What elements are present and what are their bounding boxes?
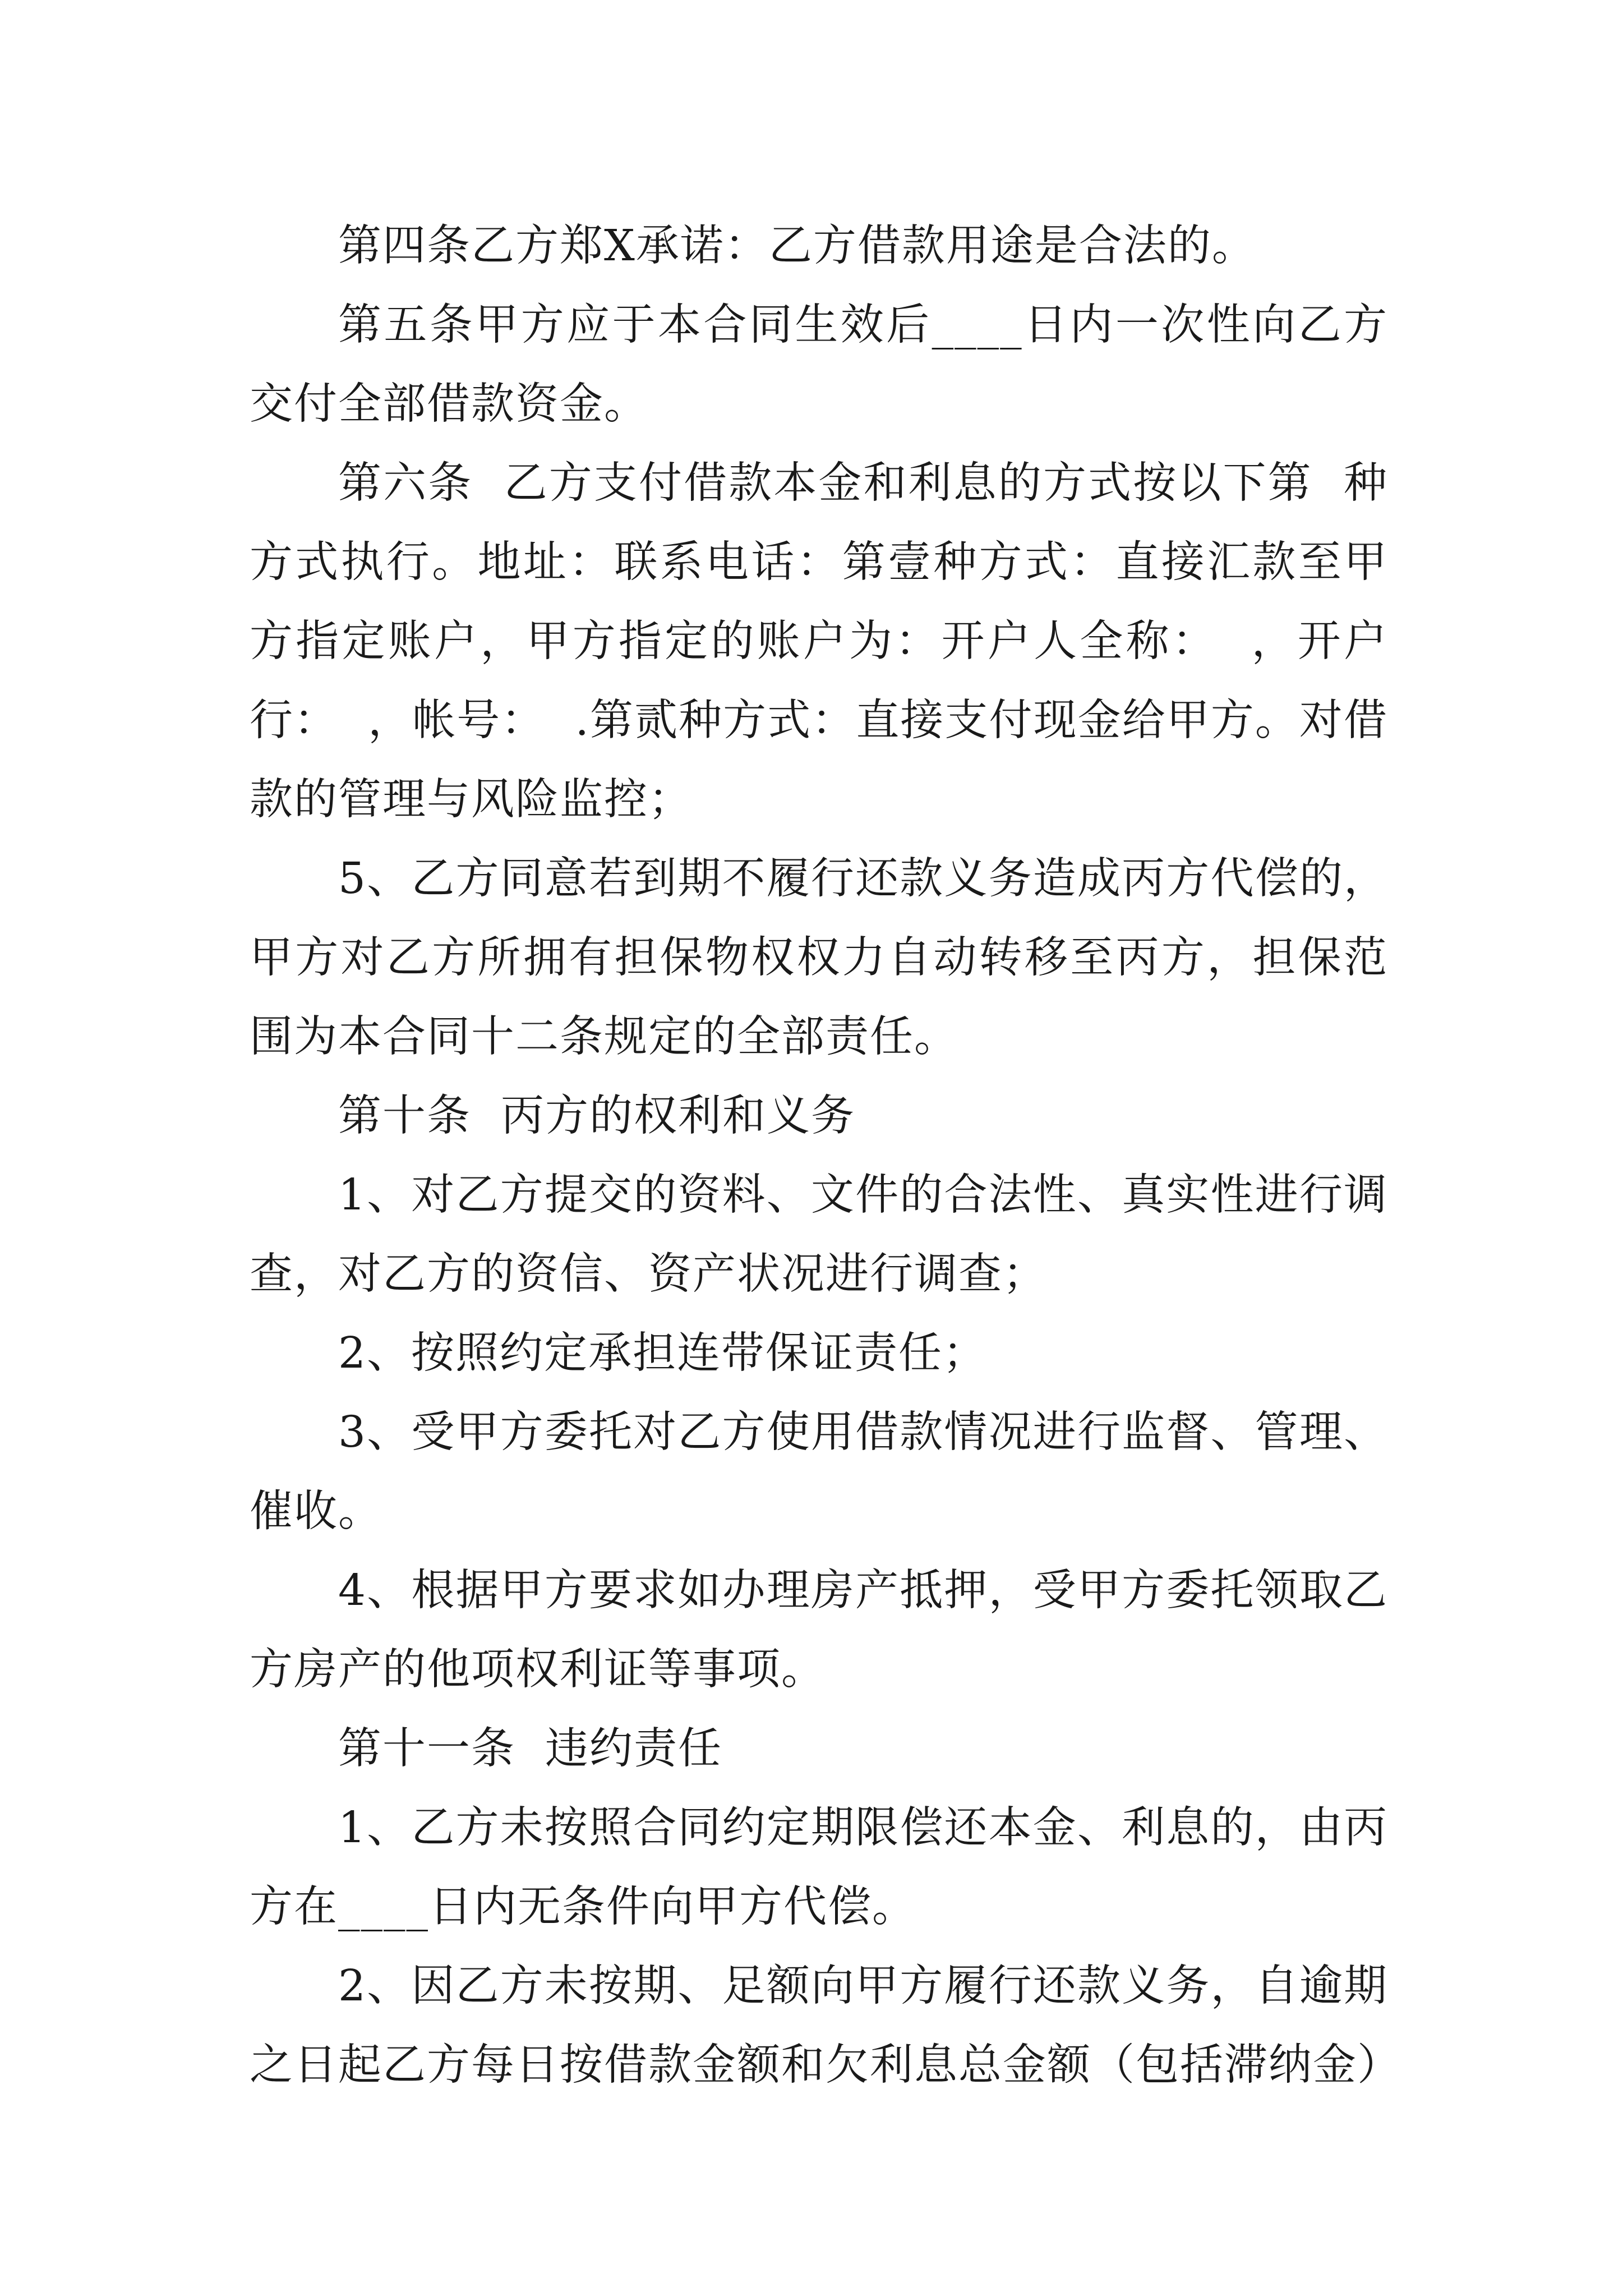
article-10-item-2: 2、按照约定承担连带保证责任； — [338, 1328, 987, 1378]
article-10-heading: 第十条 丙方的权利和义务 — [338, 1091, 855, 1141]
clause-5-paragraph: 5、乙方同意若到期不履行还款义务造成丙方代偿的，甲方对乙方所拥有担保物权权力自动转移至丙方，担保范围为本合同十二条规定的全部责任。 — [250, 854, 1388, 1062]
article-10-item-3: 3、受甲方委托对乙方使用借款情况进行监督、管理、催收。 — [250, 1407, 1388, 1536]
article-10-item-4: 4、根据甲方要求如办理房产抵押，受甲方委托领取乙方房产的他项权利证等事项。 — [250, 1566, 1388, 1695]
article-5-paragraph: 第五条甲方应于本合同生效后____日内一次性向乙方交付全部借款资金。 — [250, 300, 1388, 429]
document-body — [250, 206, 1401, 2105]
article-10-item-1: 1、对乙方提交的资料、文件的合法性、真实性进行调查，对乙方的资信、资产状况进行调查； — [250, 1170, 1388, 1299]
article-11-heading: 第十一条 违约责任 — [338, 1724, 722, 1774]
article-11-item-2: 2、因乙方未按期、足额向甲方履行还款义务，自逾期之日起乙方每日按借款金额和欠利息总金额（包括滞纳金） — [250, 1961, 1401, 2090]
article-6-paragraph: 第六条 乙方支付借款本金和利息的方式按以下第 种方式执行。地址：联系电话：第壹种方式：直接汇款至甲方指定账户，甲方指定的账户为：开户人全称： ，开户行： ，帐号： .第贰种方式：直接支付现金给甲方。对借款的管理与风险监控； — [250, 458, 1388, 825]
article-11-item-1: 1、乙方未按照合同约定期限偿还本金、利息的，由丙方在____日内无条件向甲方代偿。 — [250, 1803, 1388, 1932]
article-4-paragraph: 第四条乙方郑X承诺：乙方借款用途是合法的。 — [338, 221, 1256, 271]
